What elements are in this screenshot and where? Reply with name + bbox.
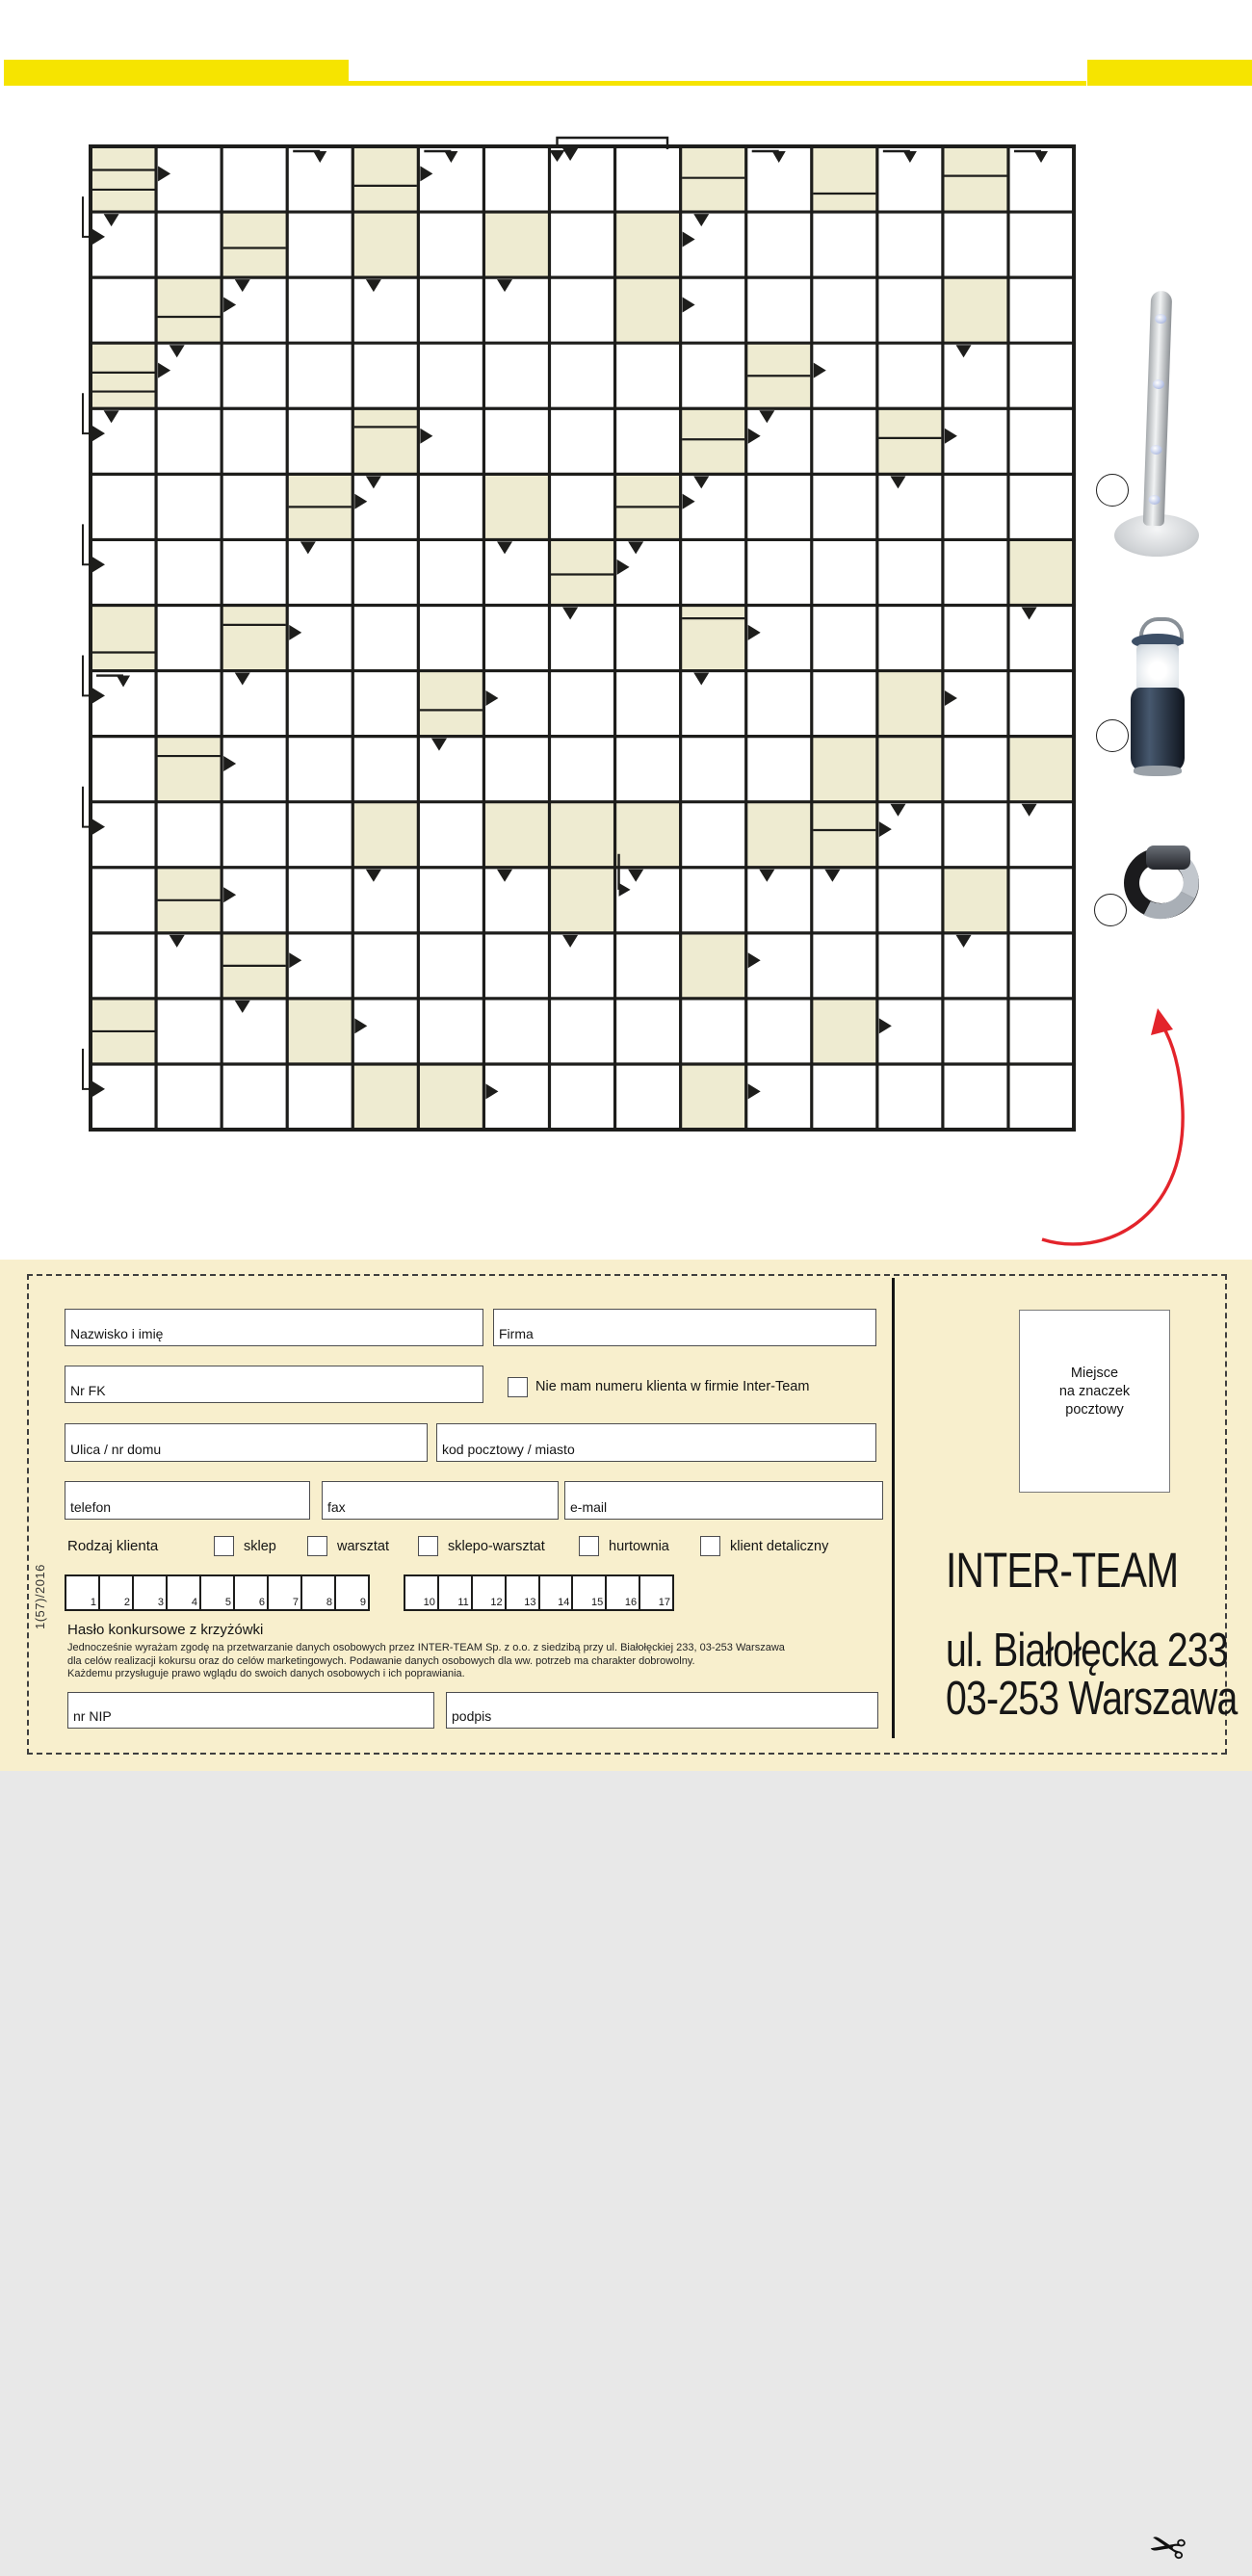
password-label: Hasło konkursowe z krzyżówki (67, 1622, 264, 1638)
answer-cell-13[interactable] (505, 1576, 538, 1609)
nazwisko-field-label: Nazwisko i imię (70, 1326, 164, 1341)
answer-cell-9[interactable] (334, 1576, 368, 1609)
answer-cell-number: 9 (359, 1597, 366, 1608)
answer-cell-17[interactable] (639, 1576, 672, 1609)
led-dot (1149, 495, 1161, 505)
ulica-field[interactable] (65, 1423, 428, 1462)
legal-line: dla celów realizacji kokursu oraz do celów marketingowych. Podawanie danych osobowych dla ww. potrzeb ma charakter dobrowolny. (67, 1654, 695, 1667)
answer-cell-number: 4 (191, 1597, 197, 1608)
answer-cell-number: 1 (90, 1597, 96, 1608)
fax-field-label: fax (327, 1499, 346, 1515)
answer-cell-3[interactable] (132, 1576, 166, 1609)
ulica-field-label: Ulica / nr domu (70, 1442, 162, 1457)
banner-strip (349, 81, 1086, 86)
nrfk-field[interactable] (65, 1366, 483, 1403)
answer-cell-number: 3 (157, 1597, 164, 1608)
client-type-checkbox-sklep[interactable] (214, 1536, 234, 1556)
email-field[interactable] (564, 1481, 883, 1520)
nip-field[interactable] (67, 1692, 434, 1729)
answer-cell-number: 8 (326, 1597, 332, 1608)
answer-cell-number: 13 (524, 1597, 536, 1608)
firma-field-label: Firma (499, 1326, 534, 1341)
stamp-line: pocztowy (1065, 1402, 1124, 1418)
answer-letter-boxes-1-9[interactable] (65, 1574, 370, 1611)
client-type-option-label: klient detaliczny (730, 1539, 829, 1554)
answer-cell-16[interactable] (605, 1576, 639, 1609)
answer-cell-number: 7 (292, 1597, 299, 1608)
led-dot (1155, 314, 1166, 324)
answer-cell-15[interactable] (571, 1576, 605, 1609)
scissors-icon: ✂ (1144, 2518, 1191, 2576)
lantern-glass (1136, 644, 1179, 692)
answer-circle-3[interactable] (1094, 894, 1127, 926)
lantern-foot (1134, 766, 1182, 776)
no-client-checkbox-label: Nie mam numeru klienta w firmie Inter-Team (535, 1379, 810, 1394)
email-field-label: e-mail (570, 1499, 608, 1515)
crossword-grid[interactable] (58, 114, 1117, 1173)
answer-circle-1[interactable] (1096, 474, 1129, 507)
legal-line: Jednocześnie wyrażam zgodę na przetwarzanie danych osobowych przez INTER-TEAM Sp. z o.o. z siedzibą przy ul. Białołęckiej 233, 03-253 Warszawa (67, 1642, 785, 1653)
lantern-body (1131, 688, 1185, 770)
client-type-label: Rodzaj klienta (67, 1538, 159, 1554)
answer-cell-7[interactable] (267, 1576, 300, 1609)
answer-cell-12[interactable] (471, 1576, 505, 1609)
led-dot (1153, 379, 1164, 389)
telefon-field-label: telefon (70, 1499, 112, 1515)
fax-field[interactable] (322, 1481, 559, 1520)
legal-text (67, 1642, 881, 1681)
nazwisko-field[interactable] (65, 1309, 483, 1346)
answer-cell-6[interactable] (233, 1576, 267, 1609)
address-city: 03-253 Warszawa (946, 1673, 1238, 1725)
kod-field[interactable] (436, 1423, 876, 1462)
answer-cell-number: 14 (558, 1597, 570, 1608)
answer-cell-number: 17 (658, 1597, 670, 1608)
nip-field-label: nr NIP (73, 1708, 112, 1724)
stamp-line: Miejsce (1070, 1366, 1119, 1381)
lamp-stick (1143, 291, 1173, 527)
client-type-checkbox-klient-detaliczny[interactable] (700, 1536, 720, 1556)
answer-circle-2[interactable] (1096, 719, 1129, 752)
answer-cell-4[interactable] (166, 1576, 199, 1609)
banner-bar-right (1087, 60, 1252, 86)
wrist-case (1146, 846, 1190, 870)
client-type-checkbox-hurtownia[interactable] (579, 1536, 599, 1556)
answer-cell-number: 12 (490, 1597, 503, 1608)
answer-letter-boxes-10-17[interactable] (404, 1574, 674, 1611)
telefon-field[interactable] (65, 1481, 310, 1520)
form-divider (892, 1278, 895, 1738)
answer-cell-number: 6 (258, 1597, 265, 1608)
answer-cell-number: 15 (591, 1597, 604, 1608)
answer-cell-number: 16 (624, 1597, 638, 1608)
client-type-option-label: hurtownia (609, 1539, 669, 1554)
answer-cell-number: 10 (423, 1597, 435, 1608)
stamp-box (1019, 1310, 1170, 1493)
kod-field-label: kod pocztowy / miasto (442, 1442, 575, 1457)
stamp-line: na znaczek (1058, 1384, 1131, 1399)
red-curved-arrow (1002, 997, 1223, 1257)
company-address (946, 1626, 1237, 1723)
answer-cell-number: 2 (123, 1597, 130, 1608)
podpis-field-label: podpis (452, 1708, 492, 1724)
legal-line: Każdemu przysługuje prawo wglądu do swoich danych osobowych i ich poprawiania. (67, 1668, 465, 1680)
firma-field[interactable] (493, 1309, 876, 1346)
client-type-checkbox-warsztat[interactable] (307, 1536, 327, 1556)
answer-cell-1[interactable] (66, 1576, 98, 1609)
client-type-option-label: warsztat (337, 1539, 389, 1554)
address-street: ul. Białołęcka 233 (946, 1625, 1228, 1677)
answer-cell-number: 11 (457, 1597, 469, 1608)
company-name: INTER-TEAM (946, 1543, 1179, 1598)
nrfk-field-label: Nr FK (70, 1383, 106, 1398)
answer-cell-10[interactable] (405, 1576, 437, 1609)
banner-bar-left (4, 60, 349, 86)
answer-cell-8[interactable] (300, 1576, 334, 1609)
no-client-checkbox[interactable] (508, 1377, 528, 1397)
answer-cell-number: 5 (224, 1597, 231, 1608)
led-dot (1150, 445, 1161, 455)
answer-cell-14[interactable] (538, 1576, 572, 1609)
podpis-field[interactable] (446, 1692, 878, 1729)
client-type-checkbox-sklepo-warsztat[interactable] (418, 1536, 438, 1556)
answer-cell-11[interactable] (437, 1576, 471, 1609)
client-type-option-label: sklep (244, 1539, 276, 1554)
answer-cell-2[interactable] (98, 1576, 132, 1609)
answer-cell-5[interactable] (199, 1576, 233, 1609)
issue-number: 1(57)/2016 (33, 1564, 47, 1629)
client-type-option-label: sklepo-warsztat (448, 1539, 545, 1554)
